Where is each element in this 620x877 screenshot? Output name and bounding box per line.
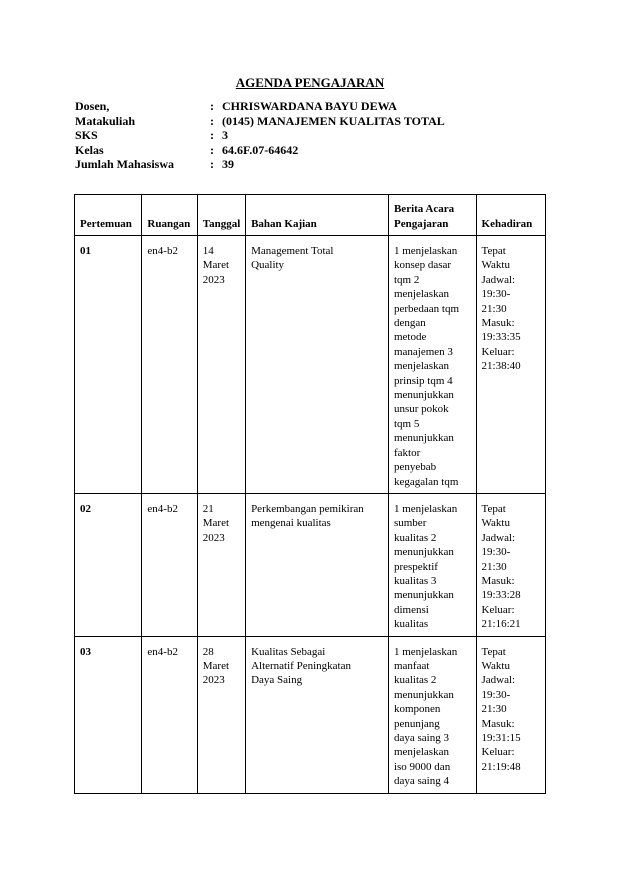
cell-line: konsep dasar (393, 259, 452, 272)
cell-line: kualitas (393, 618, 429, 631)
cell-tanggal (197, 236, 245, 494)
cell-line: 2023 (202, 674, 225, 687)
cell-line: unsur pokok (393, 403, 449, 416)
cell-line: Masuk: (481, 574, 515, 587)
header-berita-acara: Berita Acara Pengajaran (388, 195, 476, 236)
cell-line: 14 (202, 245, 214, 257)
cell-line: metode (393, 331, 427, 344)
meta-value: CHRISWARDANA BAYU DEWA (222, 99, 397, 113)
meta-colon: : (210, 142, 214, 157)
cell-pertemuan: 01 (75, 236, 142, 494)
cell-line: manajemen 3 (393, 345, 453, 358)
cell-line: 21 (202, 502, 214, 515)
cell-line: kualitas 2 (393, 531, 437, 544)
cell-line: menunjukkan (393, 389, 454, 402)
cell-line: prespektif (393, 560, 438, 573)
meta-value: (0145) MANAJEMEN KUALITAS TOTAL (222, 113, 445, 128)
cell-line: menunjukkan (393, 589, 454, 602)
table-row (75, 236, 546, 494)
cell-line: mengenai kualitas (251, 517, 331, 530)
cell-line: 2023 (202, 531, 225, 544)
cell-line: iso 9000 dan (393, 760, 451, 773)
cell-pertemuan: 02 (75, 493, 142, 636)
cell-line: Management Total (251, 245, 334, 257)
cell-line: tqm 5 (393, 417, 420, 430)
cell-line: 21:30 (481, 703, 507, 716)
document-title: AGENDA PENGAJARAN (235, 75, 385, 90)
header-pertemuan: Pertemuan (75, 195, 142, 236)
cell-line: 21:19:48 (481, 760, 521, 773)
cell-kehadiran (476, 636, 545, 793)
cell-line: Jadwal: (481, 674, 516, 687)
meta-colon: : (210, 128, 214, 143)
cell-line: Maret (202, 659, 230, 672)
header-kehadiran: Kehadiran (476, 195, 545, 236)
cell-line: daya saing 3 (393, 732, 449, 744)
meta-row-sks (75, 128, 445, 143)
cell-line: penunjang (393, 717, 440, 730)
cell-line: 19:33:28 (481, 589, 521, 602)
cell-line: 2023 (202, 273, 225, 286)
cell-tanggal (197, 493, 245, 636)
cell-line: Waktu (481, 259, 510, 272)
table-row (75, 636, 546, 793)
cell-line: Waktu (481, 659, 510, 672)
cell-kehadiran (476, 493, 545, 636)
cell-line: Masuk: (481, 717, 515, 730)
cell-line: 21:30 (481, 560, 507, 573)
cell-line: 28 (202, 645, 214, 658)
cell-line: komponen (393, 703, 441, 716)
cell-line: menjelaskan (393, 360, 449, 373)
cell-line: 19:30- (481, 546, 511, 559)
cell-line: Jadwal: (481, 273, 516, 286)
cell-line: Waktu (481, 517, 510, 530)
header-bahan-kajian: Bahan Kajian (246, 195, 389, 236)
cell-line: Quality (251, 259, 285, 272)
meta-row-jumlah-mahasiswa (75, 157, 445, 172)
meta-label: Dosen, (75, 99, 110, 113)
cell-berita-acara (388, 636, 476, 793)
cell-bahan-kajian (246, 493, 389, 636)
header-tanggal: Tanggal (197, 195, 245, 236)
cell-line: daya saing 4 (393, 775, 449, 788)
meta-label: Matakuliah (75, 113, 136, 128)
course-info (75, 99, 445, 172)
cell-line: Maret (202, 259, 230, 272)
cell-line: kualitas 2 (393, 674, 437, 687)
cell-line: menjelaskan (393, 746, 449, 759)
cell-line: tqm 2 (393, 273, 420, 286)
cell-line: 19:33:35 (481, 331, 521, 344)
cell-line: prinsip tqm 4 (393, 374, 453, 387)
cell-line: 21:38:40 (481, 360, 521, 373)
meta-row-dosen (75, 99, 445, 114)
cell-line: 19:30- (481, 688, 511, 701)
meta-value: 3 (222, 128, 228, 143)
meta-colon: : (210, 157, 214, 172)
cell-line: Daya Saing (251, 674, 303, 687)
cell-line: Tepat (481, 645, 506, 658)
cell-berita-acara (388, 236, 476, 494)
cell-line: Perkembangan pemikiran (251, 502, 364, 515)
cell-line: Jadwal: (481, 531, 516, 544)
meta-row-kelas (75, 143, 445, 158)
cell-line: menunjukkan (393, 546, 454, 559)
cell-line: Alternatif Peningkatan (251, 659, 351, 672)
table-header-row (75, 195, 546, 236)
cell-line: menunjukkan (393, 688, 454, 701)
cell-line: Keluar: (481, 746, 515, 759)
table-row (75, 493, 546, 636)
cell-line: sumber (393, 517, 427, 530)
cell-line: dimensi (393, 603, 429, 616)
meta-value: 64.6F.07-64642 (222, 142, 299, 157)
header-ruangan: Ruangan (142, 195, 197, 236)
cell-kehadiran (476, 236, 545, 494)
meta-label: SKS (75, 128, 98, 143)
cell-line: Masuk: (481, 317, 515, 330)
cell-line: Kualitas Sebagai (251, 645, 326, 658)
cell-line: dengan (393, 317, 426, 330)
cell-line: 1 menjelaskan (393, 645, 458, 658)
cell-line: kegagalan tqm (393, 475, 459, 488)
cell-line: Keluar: (481, 345, 515, 358)
agenda-table (74, 194, 546, 794)
cell-line: penyebab (393, 461, 437, 474)
meta-value: 39 (222, 157, 234, 172)
cell-line: Tepat (481, 502, 506, 515)
cell-line: Maret (202, 517, 230, 530)
cell-line: menjelaskan (393, 288, 449, 301)
cell-line: perbedaan tqm (393, 302, 460, 315)
cell-line: kualitas 3 (393, 574, 437, 587)
meta-label: Jumlah Mahasiswa (75, 157, 175, 172)
cell-line: 1 menjelaskan (393, 245, 458, 257)
cell-line: 21:16:21 (481, 618, 521, 631)
meta-row-matakuliah (75, 114, 445, 129)
cell-line: Tepat (481, 245, 506, 257)
cell-pertemuan: 03 (75, 636, 142, 793)
meta-colon: : (210, 113, 214, 128)
cell-line: 19:30- (481, 288, 511, 301)
cell-line: 21:30 (481, 302, 507, 315)
cell-line: 19:31:15 (481, 732, 521, 744)
cell-tanggal (197, 636, 245, 793)
cell-line: faktor (393, 446, 421, 459)
cell-line: menunjukkan (393, 432, 454, 445)
cell-bahan-kajian (246, 636, 389, 793)
meta-colon: : (210, 99, 214, 113)
cell-ruangan: en4-b2 (142, 236, 197, 494)
cell-line: manfaat (393, 659, 430, 672)
cell-ruangan: en4-b2 (142, 636, 197, 793)
cell-berita-acara (388, 493, 476, 636)
cell-line: Keluar: (481, 603, 515, 616)
cell-bahan-kajian (246, 236, 389, 494)
meta-label: Kelas (75, 142, 104, 157)
cell-line: 1 menjelaskan (393, 502, 458, 515)
cell-ruangan: en4-b2 (142, 493, 197, 636)
